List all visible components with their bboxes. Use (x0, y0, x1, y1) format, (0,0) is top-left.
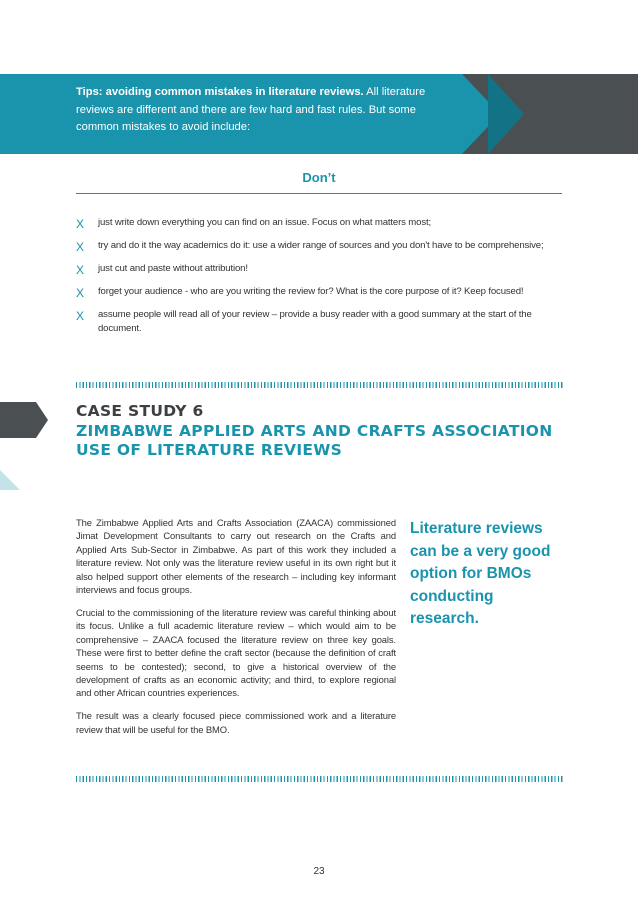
x-mark-icon: X (76, 217, 84, 231)
x-mark-icon: X (76, 286, 84, 300)
page-number: 23 (313, 866, 325, 877)
case-study-body (76, 516, 396, 746)
case-study-label: CASE STUDY 6 (76, 402, 204, 420)
list-item-text: try and do it the way academics do it: use a wider range of sources and you don't have to be comprehensive; (98, 240, 544, 251)
list-item (76, 262, 564, 276)
tick-divider-top (76, 382, 563, 388)
body-paragraph: The Zimbabwe Applied Arts and Crafts Association (ZAACA) commissioned Jimat Development Consultants to carry out research on the Crafts and Applied Arts Sub-Sector in Zimbabwe. As part of this work they included a literature review. Not only was the literature review useful in its own right but it also helped support other elements of the research – including key informant interviews and focus groups. (76, 517, 396, 596)
list-item-text: just write down everything you can find on an issue. Focus on what matters most; (98, 217, 432, 228)
case-study-title-line1: ZIMBABWE APPLIED ARTS AND CRAFTS ASSOCIATION (76, 421, 553, 440)
body-paragraph: Crucial to the commissioning of the literature review was careful thinking about its focus. Unlike a full academic literature review – which would aim to be comprehensive – ZAACA focused the literature review on three key goals. These were first to better define the craft sector (because the definition of craft seems to be contested); second, to give a historical overview of the development of crafts as an economic activity; and third, to explore regional and other African countries experiences. (76, 606, 396, 699)
list-item (76, 216, 564, 230)
list-item-text: forget your audience - who are you writing the review for? What is the core purpose of it? Keep focused! (98, 286, 524, 297)
x-mark-icon: X (76, 309, 84, 323)
dont-heading: Don’t (302, 170, 336, 185)
decorative-triangle (0, 470, 20, 490)
list-item-text: just cut and paste without attribution! (98, 263, 248, 274)
case-study-arrow-icon (0, 402, 48, 438)
dont-divider (76, 193, 562, 194)
list-item (76, 239, 564, 253)
tips-text (76, 84, 456, 137)
case-study-title (76, 402, 553, 461)
pull-quote: Literature reviews can be a very good option for BMOs conducting research. (410, 520, 551, 627)
body-paragraph: The result was a clearly focused piece commissioned work and a literature review that will be useful for the BMO. (76, 710, 396, 735)
list-item (76, 285, 564, 299)
tips-lead: Tips: avoiding common mistakes in literature reviews. (76, 86, 364, 98)
x-mark-icon: X (76, 263, 84, 277)
tick-divider-bottom (76, 776, 563, 782)
x-mark-icon: X (76, 240, 84, 254)
tips-body: All literature reviews are different and there are few hard and fast rules. But some common mistakes to avoid include: (76, 86, 426, 133)
case-study-title-line2: USE OF LITERATURE REVIEWS (76, 441, 343, 459)
dont-list (76, 216, 564, 345)
list-item-text: assume people will read all of your review – provide a busy reader with a good summary at the start of the document. (98, 309, 532, 334)
list-item (76, 308, 564, 335)
